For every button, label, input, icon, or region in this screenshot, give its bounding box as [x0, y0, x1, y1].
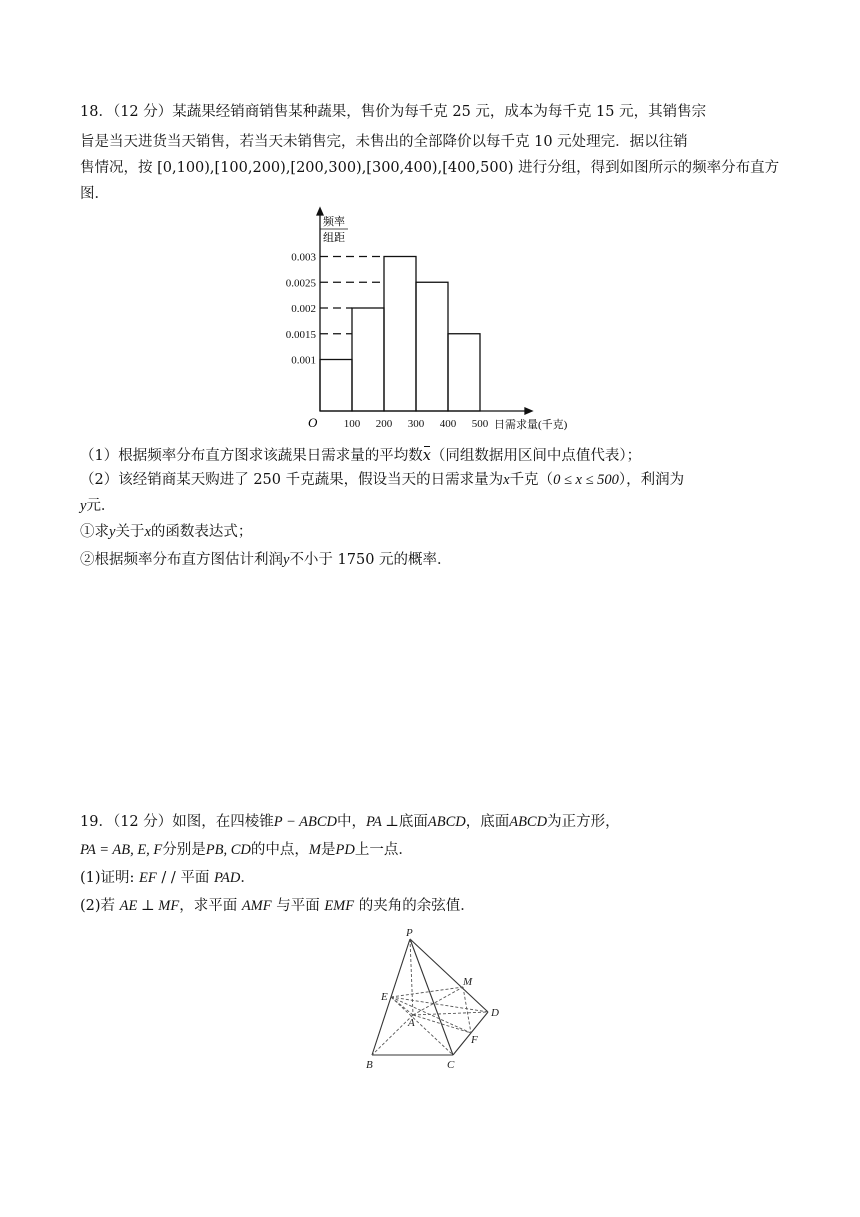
edge-PC [410, 939, 453, 1055]
q18-sub1-b: 关于 [115, 524, 145, 540]
x-tick-label-1: 200 [375, 418, 393, 430]
q18-sub2-a: ②根据频率分布直方图估计利润 [80, 552, 283, 568]
label-F: F [471, 1034, 478, 1046]
q19-p1-b: EF [139, 870, 157, 886]
y-tick-label-1: 0.0015 [285, 328, 316, 341]
q19-p1-e: ． [240, 870, 255, 886]
q19-l1-i: 为正方形， [547, 814, 620, 830]
seg-AM [413, 987, 463, 1015]
q19-p1-c: / / 平面 [156, 870, 214, 886]
q18-line3: 售情况，按 [0,100),[100,200),[200,300),[300,400),[400,500) 进行分组，得到如图所示的频率分布直方 [80, 160, 780, 176]
chart-xlabel: 日需求量(千克) [494, 419, 568, 431]
chart-ylabel-top: 频率 [323, 216, 345, 228]
q18-part2 [80, 468, 780, 492]
x-tick-label-3: 400 [439, 418, 457, 430]
histogram-bar-4 [448, 334, 480, 411]
q19-l1-g: ，底面 [465, 814, 510, 830]
q19-l2-b: 分别是 [162, 842, 206, 858]
q18-part2-text-b: 千克（ [509, 472, 554, 488]
q19-l2-a: PA = AB, E, F [80, 842, 163, 858]
label-C: C [447, 1059, 455, 1071]
x-tick-label-2: 300 [407, 418, 425, 430]
q19-p1-a: (1)证明: [80, 870, 140, 886]
edge-PA [410, 939, 413, 1015]
q18-part2-text-c: ），利润为 [618, 472, 685, 488]
q19-line2 [80, 838, 780, 862]
q18-part1 [80, 444, 780, 468]
label-D: D [491, 1007, 499, 1019]
q18-line2: 旨是当天进货当天销售，若当天未销售完，未售出的全部降价以每千克 10 元处理完．据以往销 [80, 134, 688, 150]
q19-l2-g: PD [335, 842, 355, 858]
q19-l1-a: 19．（12 分）如图，在四棱锥 [80, 814, 274, 830]
q19-l2-c: PB, CD [205, 842, 251, 858]
q19-l1-b: P − ABCD [273, 814, 337, 830]
histogram-bar-0 [320, 360, 352, 412]
y-tick-label-3: 0.0025 [285, 277, 316, 290]
label-B: B [366, 1059, 373, 1071]
q18-sub2-y: y [283, 552, 290, 568]
q19-l1-h: ABCD [509, 814, 548, 830]
q19-line1 [80, 810, 780, 834]
q19-p2-f: EMF [324, 898, 355, 914]
seg-EM [391, 987, 463, 997]
label-P: P [406, 927, 413, 939]
q19-part2 [80, 894, 780, 918]
q19-p2-e: 与平面 [271, 898, 325, 914]
q18-part1-text-b: （同组数据用区间中点值代表）； [430, 448, 642, 464]
q18-xbar: x [423, 444, 431, 468]
y-tick-label-0: 0.001 [291, 354, 316, 367]
q19-p2-a: (2)若 [80, 898, 120, 914]
q19-p2-g: 的夹角的余弦值． [354, 898, 475, 914]
q18-part2-range: 0 ≤ x ≤ 500 [553, 472, 619, 488]
q19-p2-c: ，求平面 [179, 898, 242, 914]
edge-PD [410, 939, 488, 1012]
label-M: M [463, 976, 473, 988]
q19-l2-d: 的中点， [250, 842, 309, 858]
q18-part2-var-x: x [503, 472, 510, 488]
q19-p2-b: AE ⊥ MF [119, 898, 180, 914]
q19-l2-f: 是 [321, 842, 336, 858]
q19-part1 [80, 866, 780, 890]
q18-line1: 18．（12 分）某蔬果经销商销售某种蔬果，售价为每千克 25 元，成本为每千克 15 元，其销售宗 [80, 104, 707, 120]
seg-AF [413, 1015, 471, 1033]
q18-part2-text-a: （2）该经销商某天购进了 250 千克蔬果，假设当天的日需求量为 [80, 472, 504, 488]
q19-l1-e: 底面 [398, 814, 428, 830]
q18-sub1-c: 的函数表达式； [150, 524, 253, 540]
y-axis-arrow [317, 208, 323, 215]
q18-part1-text-a: （1）根据频率分布直方图求该蔬果日需求量的平均数 [80, 448, 423, 464]
q18-line4: 图． [80, 186, 109, 202]
q18-sub1-a: ①求 [80, 524, 109, 540]
q18-sub1 [80, 520, 780, 544]
chart-ylabel-bottom: 组距 [323, 232, 345, 244]
q19-l1-c: 中， [337, 814, 366, 830]
histogram-bar-3 [416, 282, 448, 411]
histogram-bar-1 [352, 308, 384, 411]
chart-origin-label: O [308, 415, 318, 430]
y-tick-label-4: 0.003 [291, 251, 316, 264]
q18-sub1-y: y [109, 524, 116, 540]
histogram-bar-2 [384, 257, 416, 412]
x-tick-label-0: 100 [343, 418, 361, 430]
q19-p2-d: AMF [241, 898, 272, 914]
q19-l2-e: M [308, 842, 321, 858]
seg-MF [463, 987, 471, 1033]
seg-ED [391, 997, 488, 1012]
label-E: E [381, 991, 388, 1003]
q18-part2-var-y: y [80, 498, 87, 514]
q18-sub2 [80, 548, 780, 572]
q19-l2-h: 上一点． [354, 842, 413, 858]
frequency-histogram [270, 205, 600, 435]
q18-sub2-b: 不小于 1750 元的概率． [289, 552, 452, 568]
q19-l1-d: PA ⊥ [366, 814, 399, 830]
x-axis-arrow [525, 408, 532, 414]
q18-part2-text-d: 元． [86, 498, 116, 514]
seg-AE [391, 997, 413, 1015]
q18-sub1-x: x [144, 524, 151, 540]
q19-p1-d: PAD [213, 870, 241, 886]
x-tick-label-4: 500 [471, 418, 489, 430]
seg-EF [391, 997, 471, 1033]
y-tick-label-2: 0.002 [291, 303, 316, 315]
q18-part2-cont [80, 494, 780, 518]
label-A: A [408, 1017, 415, 1029]
pyramid-figure [350, 925, 520, 1075]
q19-l1-f: ABCD [427, 814, 466, 830]
seg-EC [391, 997, 453, 1055]
